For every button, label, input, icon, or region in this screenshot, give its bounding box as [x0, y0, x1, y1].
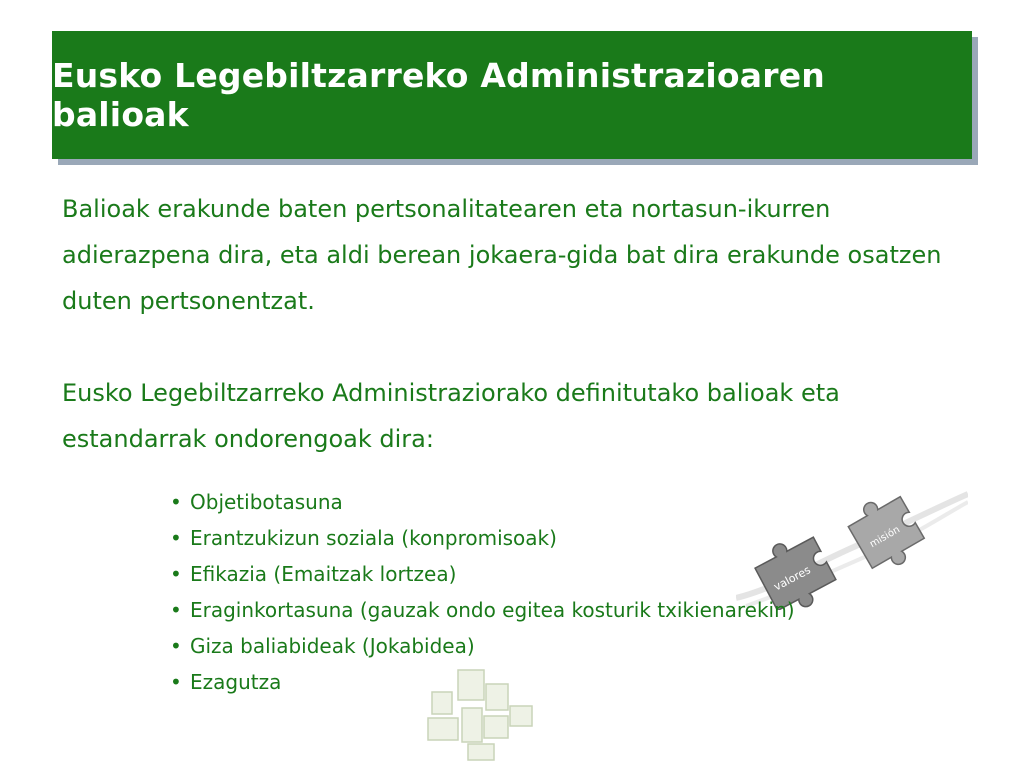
slide-title: Eusko Legebiltzarreko Administrazioaren balioak [52, 56, 825, 134]
puzzle-label-left: valores [771, 563, 813, 594]
list-item: • Giza baliabideak (Jokabidea) [170, 628, 795, 664]
list-item: • Objetibotasuna [170, 484, 795, 520]
title-banner [52, 31, 972, 159]
list-item: • Efikazia (Emaitzak lortzea) [170, 556, 795, 592]
list-item: • Ezagutza [170, 664, 795, 700]
body-text [62, 186, 972, 462]
list-item: • Eraginkortasuna (gauzak ondo egitea kosturik txikienarekin) [170, 592, 795, 628]
values-intro-paragraph: Eusko Legebiltzarreko Administraziorako definitutako balioak eta estandarrak ondorengoak dira: [62, 379, 840, 453]
parliament-logo-icon [424, 662, 538, 762]
puzzle-label-right: misión [867, 524, 902, 551]
intro-paragraph: Balioak erakunde baten pertsonalitatearen eta nortasun-ikurren adierazpena dira, eta aldi berean jokaera-gida bat dira erakunde osatzen duten pertsonentzat. [62, 195, 942, 315]
list-item: • Erantzukizun soziala (konpromisoak) [170, 520, 795, 556]
